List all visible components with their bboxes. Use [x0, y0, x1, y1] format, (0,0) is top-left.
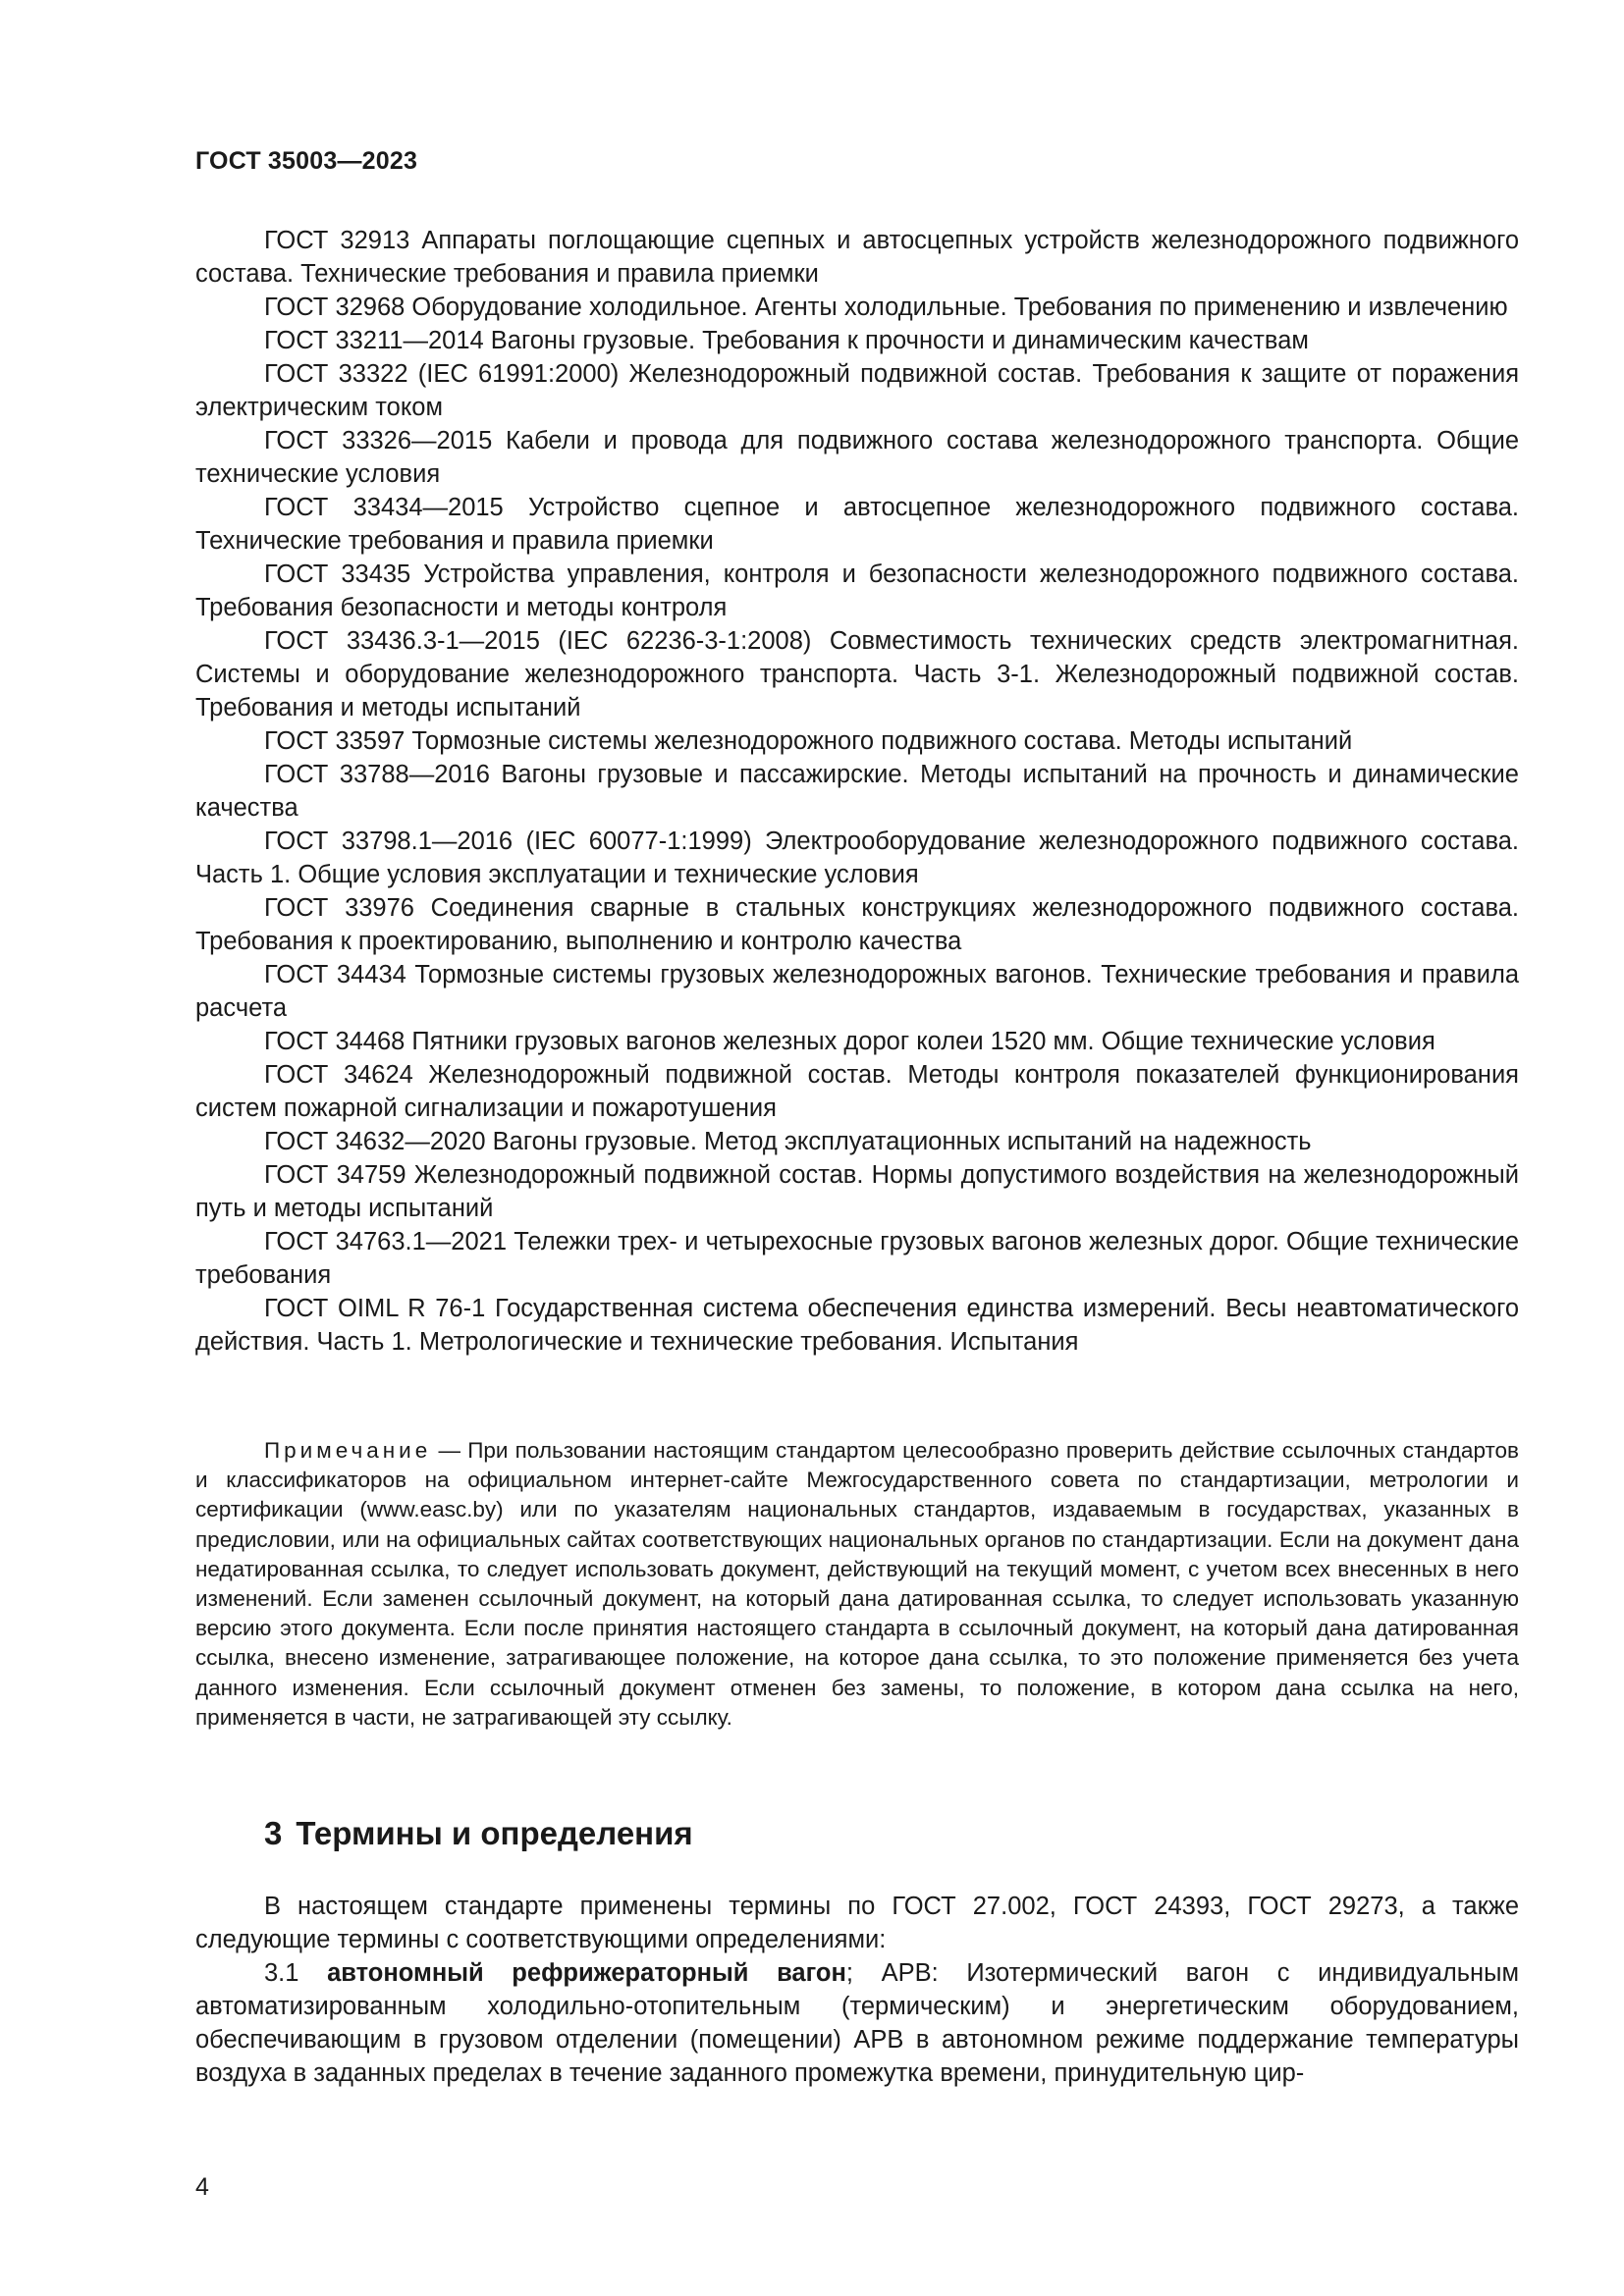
- reference-item: ГОСТ 34632—2020 Вагоны грузовые. Метод эксплуатационных испытаний на надежность: [264, 1128, 1312, 1155]
- reference-item: ГОСТ 34624 Железнодорожный подвижной состав. Методы контроля показателей функционирования систем пожарной сигнализации и пожаротушения: [195, 1061, 1519, 1122]
- reference-item: ГОСТ 33788—2016 Вагоны грузовые и пассажирские. Методы испытаний на прочность и динамические качества: [195, 761, 1519, 822]
- reference-item: ГОСТ 33976 Соединения сварные в стальных конструкциях железнодорожного подвижного состава. Требования к проектированию, выполнению и контролю качества: [195, 894, 1519, 955]
- references-note: [195, 1436, 1519, 1733]
- reference-item: ГОСТ 34763.1—2021 Тележки трех- и четырехосные грузовых вагонов железных дорог. Общие технические требования: [195, 1228, 1519, 1289]
- section-number: 3: [264, 1815, 283, 1851]
- reference-item: ГОСТ 32913 Аппараты поглощающие сцепных и автосцепных устройств железнодорожного подвижного состава. Технические требования и правила приемки: [195, 227, 1519, 288]
- reference-item: ГОСТ OIML R 76-1 Государственная система обеспечения единства измерений. Весы неавтоматического действия. Часть 1. Метрологические и технические требования. Испытания: [195, 1295, 1519, 1356]
- reference-item: ГОСТ 32968 Оборудование холодильное. Агенты холодильные. Требования по применению и извлечению: [264, 294, 1508, 321]
- term-abbrev: ; АРВ: [845, 1959, 932, 1987]
- reference-item: ГОСТ 34759 Железнодорожный подвижной состав. Нормы допустимого воздействия на железнодорожный путь и методы испытаний: [195, 1161, 1519, 1222]
- term-number: 3.1: [264, 1959, 299, 1987]
- reference-item: ГОСТ 33211—2014 Вагоны грузовые. Требования к прочности и динамическим качествам: [264, 327, 1309, 354]
- document-header: ГОСТ 35003—2023: [195, 147, 418, 175]
- reference-item: ГОСТ 33597 Тормозные системы железнодорожного подвижного состава. Методы испытаний: [264, 727, 1353, 755]
- reference-item: ГОСТ 33322 (IEC 61991:2000) Железнодорожный подвижной состав. Требования к защите от поражения электрическим током: [195, 360, 1519, 421]
- section-title: Термины и определения: [296, 1815, 693, 1851]
- term-name: автономный рефрижераторный вагон: [327, 1959, 846, 1987]
- reference-item: ГОСТ 33326—2015 Кабели и провода для подвижного состава железнодорожного транспорта. Общие технические условия: [195, 427, 1519, 488]
- page-number: 4: [195, 2173, 209, 2201]
- reference-item: ГОСТ 34434 Тормозные системы грузовых железнодорожных вагонов. Технические требования и правила расчета: [195, 961, 1519, 1022]
- term-definition: [195, 1956, 1519, 2090]
- section-body: [195, 1890, 1519, 2090]
- section-heading: [264, 1815, 693, 1852]
- term-text: : Изотермический вагон с индивидуальным автоматизированным холодильно-отопительным (термическим) и энергетическим оборудованием, обеспечивающим в грузовом отделении (помещении) АРВ в автономном режиме поддержание температуры воздуха в заданных пределах в течение заданного промежутка времени, принудительную цир-: [195, 1959, 1519, 2087]
- reference-item: ГОСТ 33436.3-1—2015 (IEC 62236-3-1:2008) Совместимость технических средств электромагнитная. Системы и оборудование железнодорожного транспорта. Часть 3-1. Железнодорожный подвижной состав. Требования и методы испытаний: [195, 627, 1519, 721]
- note-label: Примечание: [264, 1438, 432, 1463]
- section-intro: В настоящем стандарте применены термины по ГОСТ 27.002, ГОСТ 24393, ГОСТ 29273, а также следующие термины с соответствующими определениями:: [195, 1893, 1519, 1953]
- reference-item: ГОСТ 33434—2015 Устройство сцепное и автосцепное железнодорожного подвижного состава. Технические требования и правила приемки: [195, 494, 1519, 555]
- note-text: — При пользовании настоящим стандартом целесообразно проверить действие ссылочных стандартов и классификаторов на официальном интернет-сайте Межгосударственного совета по стандартизации, метрологии и сертификации (www.easc.by) или по указателям национальных стандартов, издаваемым в государствах, указанных в предисловии, или на официальных сайтах соответствующих национальных органов по стандартизации. Если на документ дана недатированная ссылка, то следует использовать документ, действующий на текущий момент, с учетом всех внесенных в него изменений. Если заменен ссылочный документ, на который дана датированная ссылка, то следует использовать указанную версию этого документа. Если после принятия настоящего стандарта в ссылочный документ, на который дана датированная ссылка, внесено изменение, затрагивающее положение, на которое дана ссылка, то это положение применяется без учета данного изменения. Если ссылочный документ отменен без замены, то положение, в котором дана ссылка на него, применяется в части, не затрагивающей эту ссылку.: [195, 1438, 1519, 1730]
- reference-item: ГОСТ 33435 Устройства управления, контроля и безопасности железнодорожного подвижного состава. Требования безопасности и методы контроля: [195, 561, 1519, 621]
- reference-item: ГОСТ 34468 Пятники грузовых вагонов железных дорог колеи 1520 мм. Общие технические условия: [264, 1028, 1435, 1055]
- reference-item: ГОСТ 33798.1—2016 (IEC 60077-1:1999) Электрооборудование железнодорожного подвижного состава. Часть 1. Общие условия эксплуатации и технические условия: [195, 828, 1519, 888]
- normative-references-list: [195, 224, 1519, 1359]
